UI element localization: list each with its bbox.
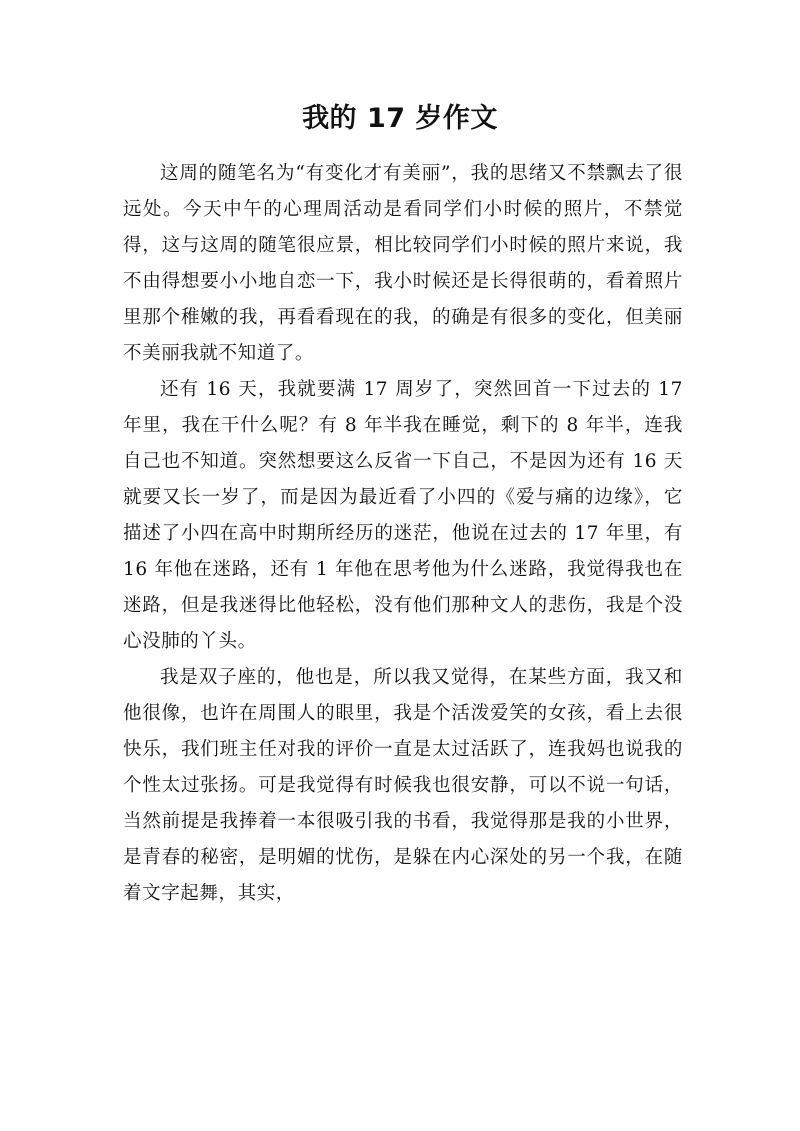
- paragraph-2: 还有 16 天，我就要满 17 周岁了，突然回首一下过去的 17 年里，我在干什么呢？有 8 年半我在睡觉，剩下的 8 年半，连我自己也不知道。突然想要这么反省一下自己，不是因为还有 16 天就要又长一岁了，而是因为最近看了小四的《爱与痛的边缘》，它描述了小四在高中时期所经历的迷茫，他说在过去的 17 年里，有 16 年他在迷路，还有 1 年他在思考他为什么迷路，我觉得我也在迷路，但是我迷得比他轻松，没有他们那种文人的悲伤，我是个没心没肺的丫头。: [123, 379, 683, 652]
- document-title: 我的 17 岁作文: [302, 103, 498, 134]
- paragraph-3: 我是双子座的，他也是，所以我又觉得，在某些方面，我又和他很像，也许在周围人的眼里，我是个活泼爱笑的女孩，看上去很快乐，我们班主任对我的评价一直是太过活跃了，连我妈也说我的个性太过张扬。可是我觉得有时候我也很安静，可以不说一句话，当然前提是我捧着一本很吸引我的书看，我觉得那是我的小世界，是青春的秘密，是明媚的忧伤，是躲在内心深处的另一个我，在随着文字起舞，其实，: [123, 667, 683, 904]
- paragraph-1: 这周的随笔名为“有变化才有美丽”，我的思绪又不禁飘去了很远处。今天中午的心理周活动是看同学们小时候的照片，不禁觉得，这与这周的随笔很应景，相比较同学们小时候的照片来说，我不由得想要小小地自恋一下，我小时候还是长得很萌的，看着照片里那个稚嫩的我，再看看现在的我，的确是有很多的变化，但美丽不美丽我就不知道了。: [123, 163, 683, 364]
- document-body: [123, 156, 683, 912]
